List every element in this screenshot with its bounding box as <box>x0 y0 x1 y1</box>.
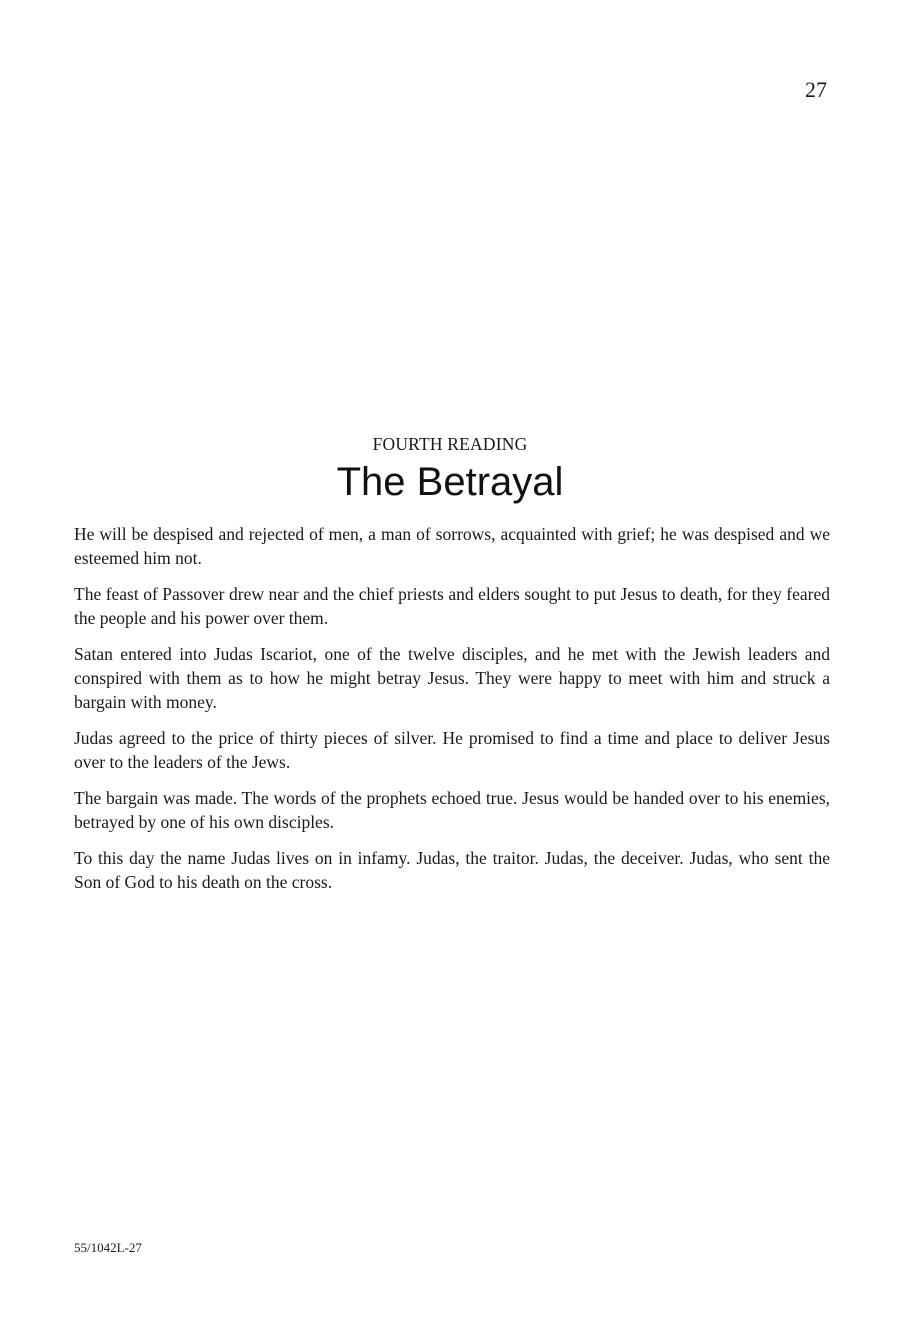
paragraph: To this day the name Judas lives on in infamy. Judas, the traitor. Judas, the deceiver. Judas, who sent the Son of God to his death on the cross. <box>74 848 830 892</box>
page-number: 27 <box>805 77 827 102</box>
page-title: The Betrayal <box>336 460 564 504</box>
paragraph: He will be despised and rejected of men, a man of sorrows, acquainted with grief; he was despised and we esteemed him not. <box>74 524 830 568</box>
paragraph: Satan entered into Judas Iscariot, one of the twelve disciples, and he met with the Jewish leaders and conspired with them as to how he might betray Jesus. They were happy to meet with him and struck a bargain with money. <box>74 644 830 712</box>
section-label: FOURTH READING <box>372 434 528 454</box>
paragraph: Judas agreed to the price of thirty pieces of silver. He promised to find a time and place to deliver Jesus over to the leaders of the Jews. <box>74 728 830 772</box>
paragraph: The feast of Passover drew near and the chief priests and elders sought to put Jesus to death, for they feared the people and his power over them. <box>74 584 830 628</box>
footer-code: 55/1042L-27 <box>74 1240 142 1255</box>
heading-block <box>0 432 900 506</box>
paragraph: The bargain was made. The words of the prophets echoed true. Jesus would be handed over to his enemies, betrayed by one of his own disciples. <box>74 788 830 832</box>
body-text <box>74 522 830 906</box>
